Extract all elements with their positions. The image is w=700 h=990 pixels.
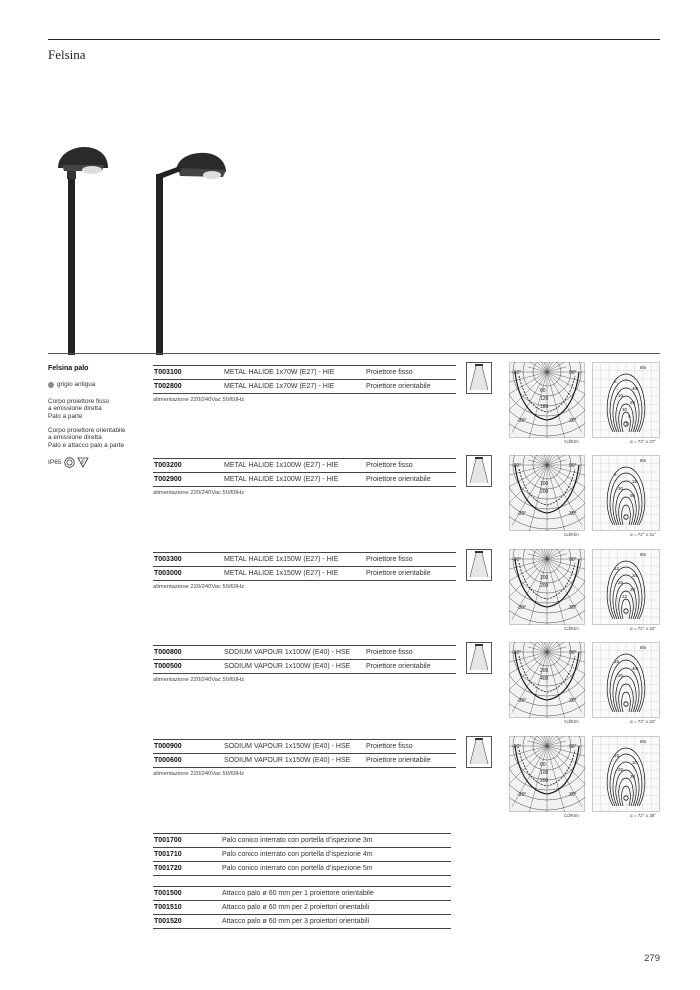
product-code: T000500: [154, 663, 182, 670]
isolux-label: 15: [632, 479, 638, 484]
variant: Proiettore orientabile: [366, 476, 431, 483]
variant: Proiettore orientabile: [366, 570, 431, 577]
certifications: [48, 457, 148, 468]
isolux-label: 5: [626, 421, 629, 426]
table-row: T001510 Attacco palo ø 60 mm per 2 proiettori orientabili: [153, 901, 451, 915]
variant: Proiettore fisso: [366, 462, 413, 469]
color-option: [48, 381, 148, 388]
polar-label: 30°: [569, 698, 577, 704]
isolux-label: 4m: [632, 386, 639, 391]
product-sidebar: [48, 365, 148, 468]
isolux-label: 5: [614, 379, 617, 384]
polar-label: 100: [540, 575, 549, 581]
isolux-label: 5: [628, 414, 631, 419]
variant: Proiettore fisso: [366, 649, 413, 656]
lamp-type: SODIUM VAPOUR 1x100W (E40) - HSE: [224, 649, 351, 656]
attachments-table: [153, 886, 451, 929]
product-code: T003100: [154, 369, 182, 376]
variant: Proiettore fisso: [366, 743, 413, 750]
table-row: [153, 380, 456, 394]
isolux-label: 8m: [640, 365, 647, 370]
page-title: Felsina: [48, 47, 86, 62]
lamp-type: METAL HALIDE 1x70W (E27) - HIE: [224, 383, 335, 390]
isolux-label: 8: [614, 472, 617, 477]
isolux-caption: α = 72° x 31°: [630, 532, 657, 537]
isolux-caption: α = 72° x 33°: [630, 626, 657, 631]
beam-icon: [466, 642, 492, 674]
isolux-label: 30: [618, 486, 624, 491]
isolux-diagram: [592, 455, 660, 531]
product-group: [153, 645, 456, 683]
polar-label: 180: [540, 404, 549, 410]
isolux-label: 20: [618, 673, 624, 678]
color-swatch-icon: [48, 382, 54, 388]
table-row: T001520 Attacco palo ø 60 mm per 3 proiettori orientabili: [153, 915, 451, 929]
power-supply: alimentazione 220/240Vac 50/60Hz: [153, 677, 245, 683]
isolux-label: 20: [630, 400, 636, 405]
product-code: T000800: [154, 649, 182, 656]
lamp-type: METAL HALIDE 1x100W (E27) - HIE: [224, 476, 339, 483]
polar-label: 30°: [569, 792, 577, 798]
polar-label: 200: [540, 489, 549, 495]
ip-rating: IP65: [48, 459, 62, 467]
description-adjustable: Corpo proiettore orientabile a emissione diretta Palo e attacco palo a parte: [48, 427, 126, 449]
poles-table: [153, 833, 451, 876]
power-supply: alimentazione 220/240Vac 50/60Hz: [153, 397, 245, 403]
isolux-label: 8m: [640, 552, 647, 557]
polar-label: 90°: [569, 744, 577, 750]
isolux-label: 20: [618, 767, 624, 772]
polar-label: 60: [540, 388, 546, 394]
product-heading: Felsina palo: [48, 365, 89, 372]
lamp-type: SODIUM VAPOUR 1x100W (E40) - HSE: [224, 663, 351, 670]
beam-icon: [466, 362, 492, 394]
isolux-diagram: [592, 362, 660, 438]
beam-icon: [466, 549, 492, 581]
polar-label: 30°: [569, 605, 577, 611]
lamp-type: METAL HALIDE 1x150W (E27) - HIE: [224, 570, 339, 577]
polar-unit-label: Cd/Klm: [564, 813, 579, 818]
lamp-type: SODIUM VAPOUR 1x150W (E40) - HSE: [224, 743, 351, 750]
color-label: grigio antigua: [57, 381, 96, 389]
variant: Proiettore orientabile: [366, 663, 431, 670]
beam-icon: [466, 455, 492, 487]
polar-label: 90°: [569, 650, 577, 656]
top-rule: [48, 39, 660, 40]
table-row: [153, 459, 456, 473]
variant: Proiettore orientabile: [366, 383, 431, 390]
polar-diagram: [509, 642, 585, 718]
product-group: [153, 739, 456, 777]
isolux-label: 30: [630, 774, 636, 779]
polar-label: -90°: [512, 463, 522, 469]
table-row: T001500 Attacco palo ø 60 mm per 1 proiettore orientabile: [153, 887, 451, 901]
lamp-adjustable-image: [150, 150, 230, 355]
isolux-label: 10: [618, 393, 624, 398]
variant: Proiettore orientabile: [366, 757, 431, 764]
polar-label: 120: [540, 396, 549, 402]
polar-label: 90°: [569, 463, 577, 469]
polar-label: -30°: [517, 698, 527, 704]
polar-diagram: [509, 455, 585, 531]
power-supply: alimentazione 220/240Vac 50/60Hz: [153, 771, 245, 777]
polar-label: 100: [540, 770, 549, 776]
product-group: [153, 552, 456, 590]
product-code: T003300: [154, 556, 182, 563]
table-row: T001710 Palo conico interrato con portella d’ispezione 4m: [153, 848, 451, 862]
table-row: [153, 740, 456, 754]
lamp-type: METAL HALIDE 1x150W (E27) - HIE: [224, 556, 339, 563]
table-row: [153, 567, 456, 581]
isolux-label: 12: [614, 566, 620, 571]
polar-label: -90°: [512, 557, 522, 563]
product-code: T000600: [154, 757, 182, 764]
variant: Proiettore fisso: [366, 369, 413, 376]
power-supply: alimentazione 220/240Vac 50/60Hz: [153, 490, 245, 496]
table-row: T001720 Palo conico interrato con portella d’ispezione 5m: [153, 862, 451, 876]
polar-label: 30°: [569, 511, 577, 517]
polar-unit-label: Cd/Klm: [564, 626, 579, 631]
variant: Proiettore fisso: [366, 556, 413, 563]
product-code: T002800: [154, 383, 182, 390]
isolux-label: 4m: [632, 666, 639, 671]
isolux-label: 34: [632, 573, 638, 578]
isolux-caption: α = 73° x 37°: [630, 439, 657, 444]
isolux-diagram: [592, 549, 660, 625]
product-group: [153, 458, 456, 496]
isolux-label: 8m: [640, 458, 647, 463]
product-group: [153, 365, 456, 403]
table-row: [153, 366, 456, 380]
polar-label: 200: [540, 583, 549, 589]
product-code: T003200: [154, 462, 182, 469]
isolux-diagram: [592, 642, 660, 718]
isolux-label: 8m: [640, 645, 647, 650]
table-row: [153, 660, 456, 674]
isolux-label: 8m: [640, 739, 647, 744]
polar-label: -30°: [517, 511, 527, 517]
class-ii-icon: [64, 457, 75, 468]
product-code: T002900: [154, 476, 182, 483]
table-row: [153, 646, 456, 660]
isolux-caption: α = 73° x 32°: [630, 719, 657, 724]
page-number: 279: [644, 953, 660, 964]
polar-label: 30°: [569, 418, 577, 424]
isolux-caption: α = 72° x 38°: [630, 813, 657, 818]
polar-unit-label: Cd/Klm: [564, 719, 579, 724]
isolux-label: 26: [618, 580, 624, 585]
lamp-type: METAL HALIDE 1x100W (E27) - HIE: [224, 462, 339, 469]
table-row: [153, 553, 456, 567]
lamp-type: METAL HALIDE 1x70W (E27) - HIE: [224, 369, 335, 376]
polar-label: 90°: [569, 557, 577, 563]
polar-label: -90°: [512, 370, 522, 376]
table-row: [153, 473, 456, 487]
polar-label: 100: [540, 481, 549, 487]
polar-diagram: [509, 736, 585, 812]
lamp-fixed-image: [52, 143, 114, 355]
polar-label: -90°: [512, 650, 522, 656]
section-rule: [48, 353, 660, 354]
polar-label: -30°: [517, 605, 527, 611]
power-supply: alimentazione 220/240Vac 50/60Hz: [153, 584, 245, 590]
isolux-label: 50: [630, 493, 636, 498]
isolux-label: 12: [622, 594, 628, 599]
isolux-label: 20: [630, 587, 636, 592]
lamp-type: SODIUM VAPOUR 1x150W (E40) - HSE: [224, 757, 351, 764]
polar-label: -90°: [512, 744, 522, 750]
polar-unit-label: Cd/Klm: [564, 532, 579, 537]
beam-icon: [466, 736, 492, 768]
isolux-diagram: [592, 736, 660, 812]
polar-label: -30°: [517, 418, 527, 424]
product-code: T000900: [154, 743, 182, 750]
polar-label: 90°: [569, 370, 577, 376]
polar-diagram: [509, 549, 585, 625]
isolux-label: 15: [614, 753, 620, 758]
polar-label: 60: [540, 762, 546, 768]
polar-label: -30°: [517, 792, 527, 798]
table-row: [153, 754, 456, 768]
polar-label: 200: [540, 778, 549, 784]
isolux-label: 30: [622, 407, 628, 412]
product-code: T003000: [154, 570, 182, 577]
description-fixed: Corpo proiettore fisso a emissione diretta Palo a parte: [48, 397, 110, 420]
polar-label: 400: [540, 676, 549, 682]
polar-diagram: [509, 362, 585, 438]
table-row: T001700 Palo conico interrato con portella d’ispezione 3m: [153, 834, 451, 848]
isolux-label: 10: [632, 760, 638, 765]
polar-label: 200: [540, 668, 549, 674]
isolux-label: 15: [614, 659, 620, 664]
polar-unit-label: Cd/Klm: [564, 439, 579, 444]
f-mark-icon: [77, 457, 89, 468]
